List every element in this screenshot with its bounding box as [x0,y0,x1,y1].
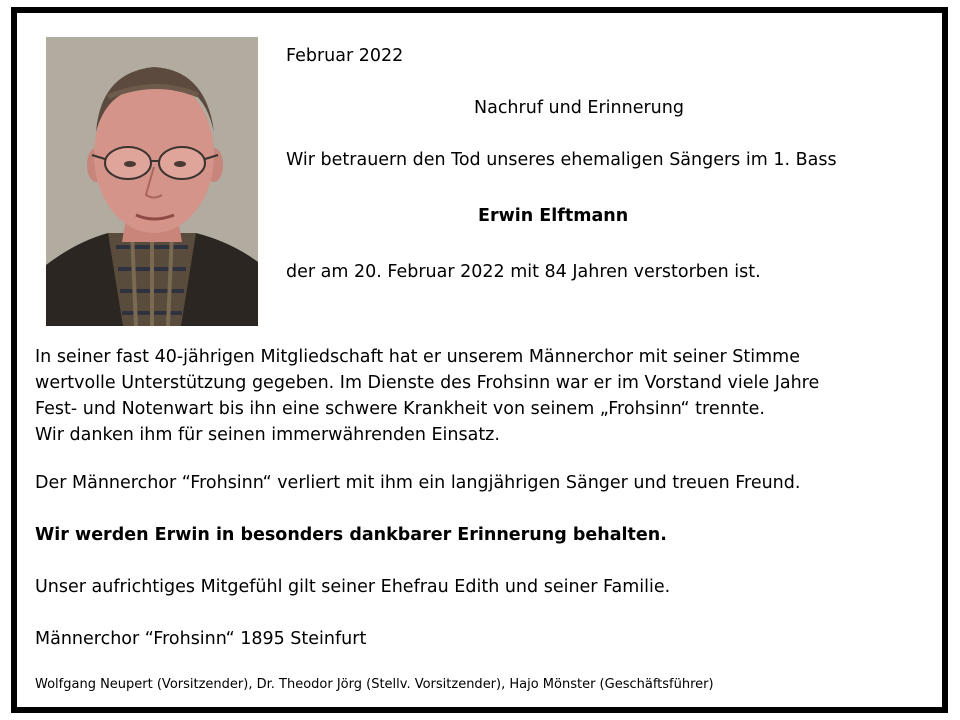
tribute-line: Fest- und Notenwart bis ihn eine schwere Krankheit von seinem „Frohsinn“ trennte. [35,399,765,419]
heading: Nachruf und Erinnerung [474,98,684,118]
tribute-paragraph [35,344,819,448]
tribute-line: wertvolle Unterstützung gegeben. Im Dienste des Frohsinn war er im Vorstand viele Jahre [35,373,820,393]
deceased-name: Erwin Elftmann [478,206,629,226]
intro-line: Wir betrauern den Tod unseres ehemaligen Sängers im 1. Bass [286,150,837,170]
condolence-paragraph: Unser aufrichtiges Mitgefühl gilt seiner Ehefrau Edith und seiner Familie. [35,577,671,597]
date-line: Februar 2022 [286,46,404,66]
tribute-line: In seiner fast 40-jährigen Mitgliedschaft hat er unserem Männerchor mit seiner Stimme [35,347,800,367]
obituary-card [11,7,948,713]
death-line: der am 20. Februar 2022 mit 84 Jahren verstorben ist. [286,262,761,282]
tribute-line: Wir danken ihm für seinen immerwährenden Einsatz. [35,425,500,445]
portrait-photo [46,37,258,326]
choir-signature: Männerchor “Frohsinn“ 1895 Steinfurt [35,629,367,649]
loss-paragraph: Der Männerchor “Frohsinn“ verliert mit ihm ein langjährigen Sänger und treuen Freund. [35,473,801,493]
board-members: Wolfgang Neupert (Vorsitzender), Dr. Theodor Jörg (Stellv. Vorsitzender), Hajo Mönster (Geschäftsführer) [35,677,714,692]
remembrance-paragraph: Wir werden Erwin in besonders dankbarer Erinnerung behalten. [35,525,667,545]
